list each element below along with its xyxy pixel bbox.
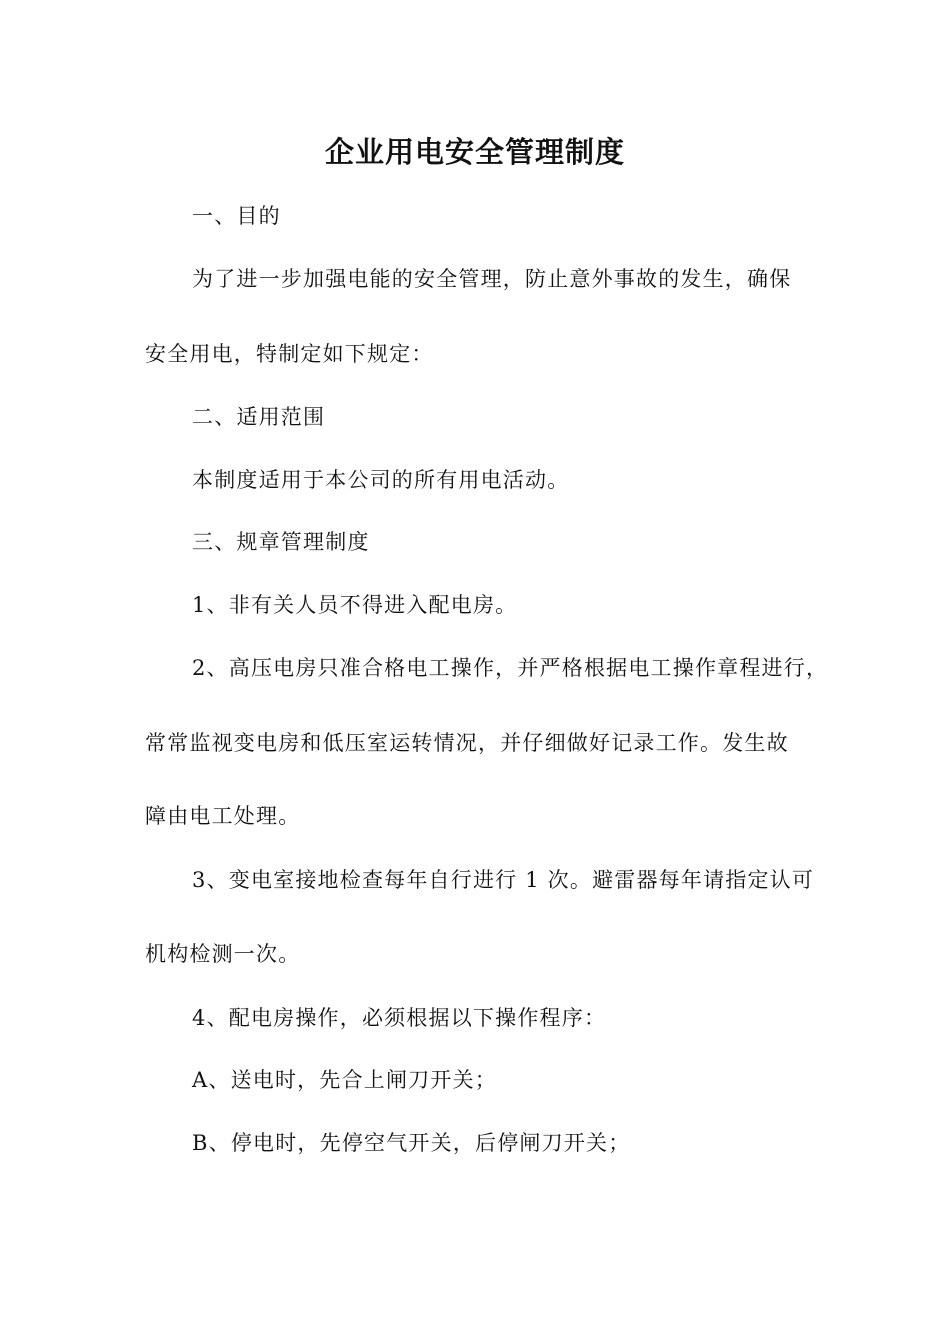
paragraph-line: 为了进一步加强电能的安全管理，防止意外事故的发生，确保 (192, 267, 792, 291)
sub-item: A、送电时，先合上闸刀开关； (192, 1068, 497, 1092)
paragraph-line: 本制度适用于本公司的所有用电活动。 (192, 468, 570, 492)
sub-item: B、停电时，先停空气开关，后停闸刀开关； (192, 1131, 631, 1155)
rule-item: 4、配电房操作，必须根据以下操作程序： (192, 1006, 607, 1030)
paragraph-line: 常常监视变电房和低压室运转情况，并仔细做好记录工作。发生故 (145, 731, 789, 755)
section-heading-scope: 二、适用范围 (192, 405, 326, 429)
rule-item: 2、高压电房只准合格电工操作，并严格根据电工操作章程进行， (192, 656, 829, 680)
section-heading-rules: 三、规章管理制度 (192, 530, 370, 554)
rule-item: 1、非有关人员不得进入配电房。 (192, 593, 518, 617)
paragraph-line: 安全用电，特制定如下规定： (145, 342, 434, 366)
paragraph-line: 障由电工处理。 (145, 804, 301, 828)
document-title: 企业用电安全管理制度 (324, 135, 625, 169)
section-heading-purpose: 一、目的 (192, 204, 281, 228)
paragraph-line: 机构检测一次。 (145, 942, 301, 966)
rule-item: 3、变电室接地检查每年自行进行 1 次。避雷器每年请指定认可 (192, 868, 815, 892)
